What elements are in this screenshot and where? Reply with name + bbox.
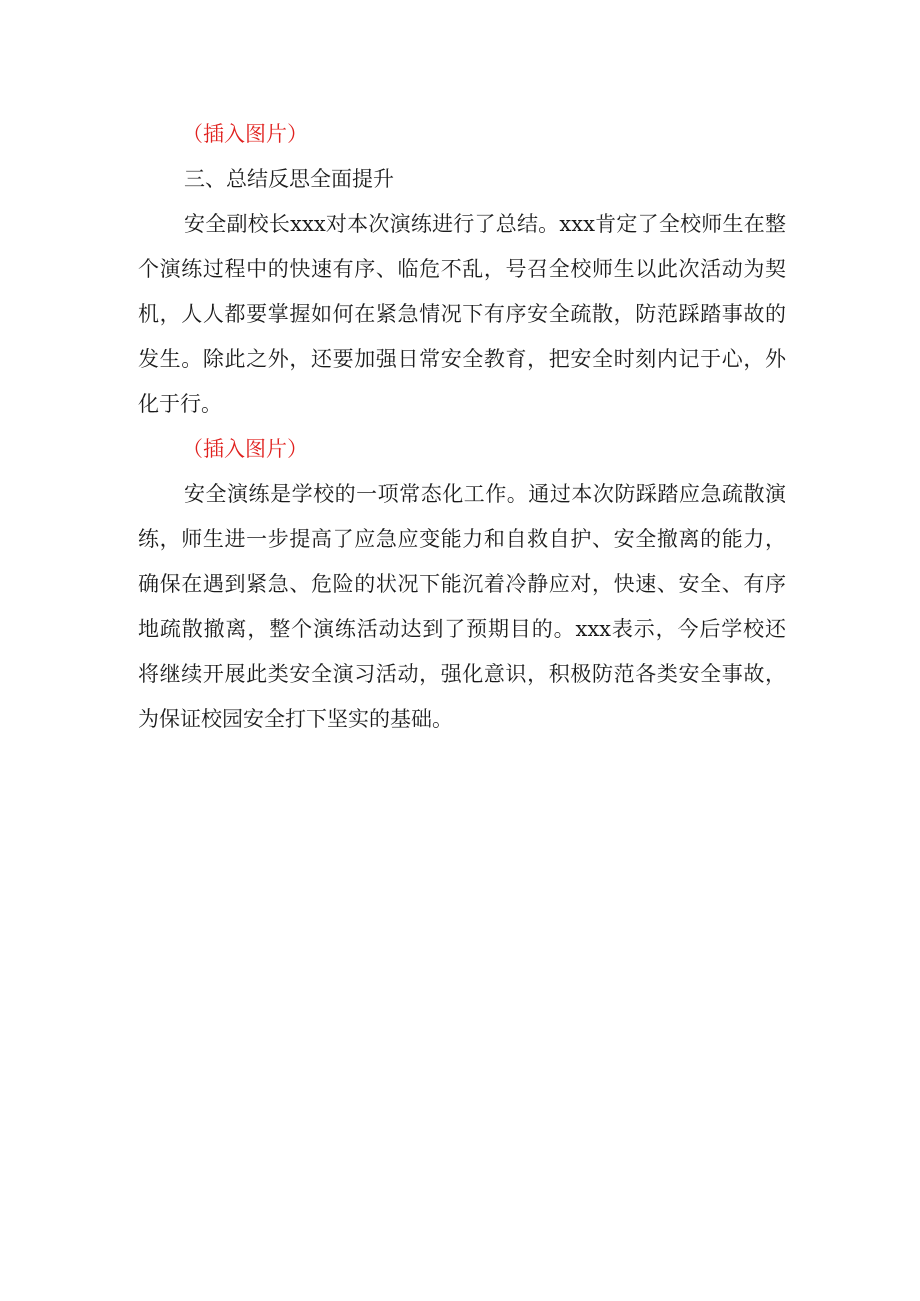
paragraph-line: 个演练过程中的快速有序、临危不乱，号召全校师生以此次活动为契 (138, 257, 786, 281)
conclusion-paragraph (138, 472, 786, 742)
section-heading: 三、总结反思全面提升 (184, 167, 394, 191)
document-body (138, 112, 786, 742)
insert-image-placeholder-1: （插入图片） (182, 122, 308, 146)
paragraph-line: 安全副校长xxx对本次演练进行了总结。xxx肯定了全校师生在整 (184, 212, 786, 236)
paragraph-line: 发生。除此之外，还要加强日常安全教育，把安全时刻内记于心，外 (138, 347, 786, 371)
paragraph-line: 机，人人都要掌握如何在紧急情况下有序安全疏散，防范踩踏事故的 (138, 302, 786, 326)
paragraph-line: 将继续开展此类安全演习活动，强化意识，积极防范各类安全事故， (138, 662, 786, 686)
paragraph-line: 化于行。 (138, 392, 222, 416)
paragraph-line: 安全演练是学校的一项常态化工作。通过本次防踩踏应急疏散演 (184, 482, 786, 506)
summary-paragraph (138, 202, 786, 427)
paragraph-line: 练，师生进一步提高了应急应变能力和自救自护、安全撤离的能力， (138, 527, 786, 551)
insert-image-placeholder-2: （插入图片） (182, 437, 308, 461)
paragraph-line: 地疏散撤离，整个演练活动达到了预期目的。xxx表示，今后学校还 (138, 617, 786, 641)
paragraph-line: 确保在遇到紧急、危险的状况下能沉着冷静应对，快速、安全、有序 (138, 572, 786, 596)
paragraph-line: 为保证校园安全打下坚实的基础。 (138, 707, 453, 731)
